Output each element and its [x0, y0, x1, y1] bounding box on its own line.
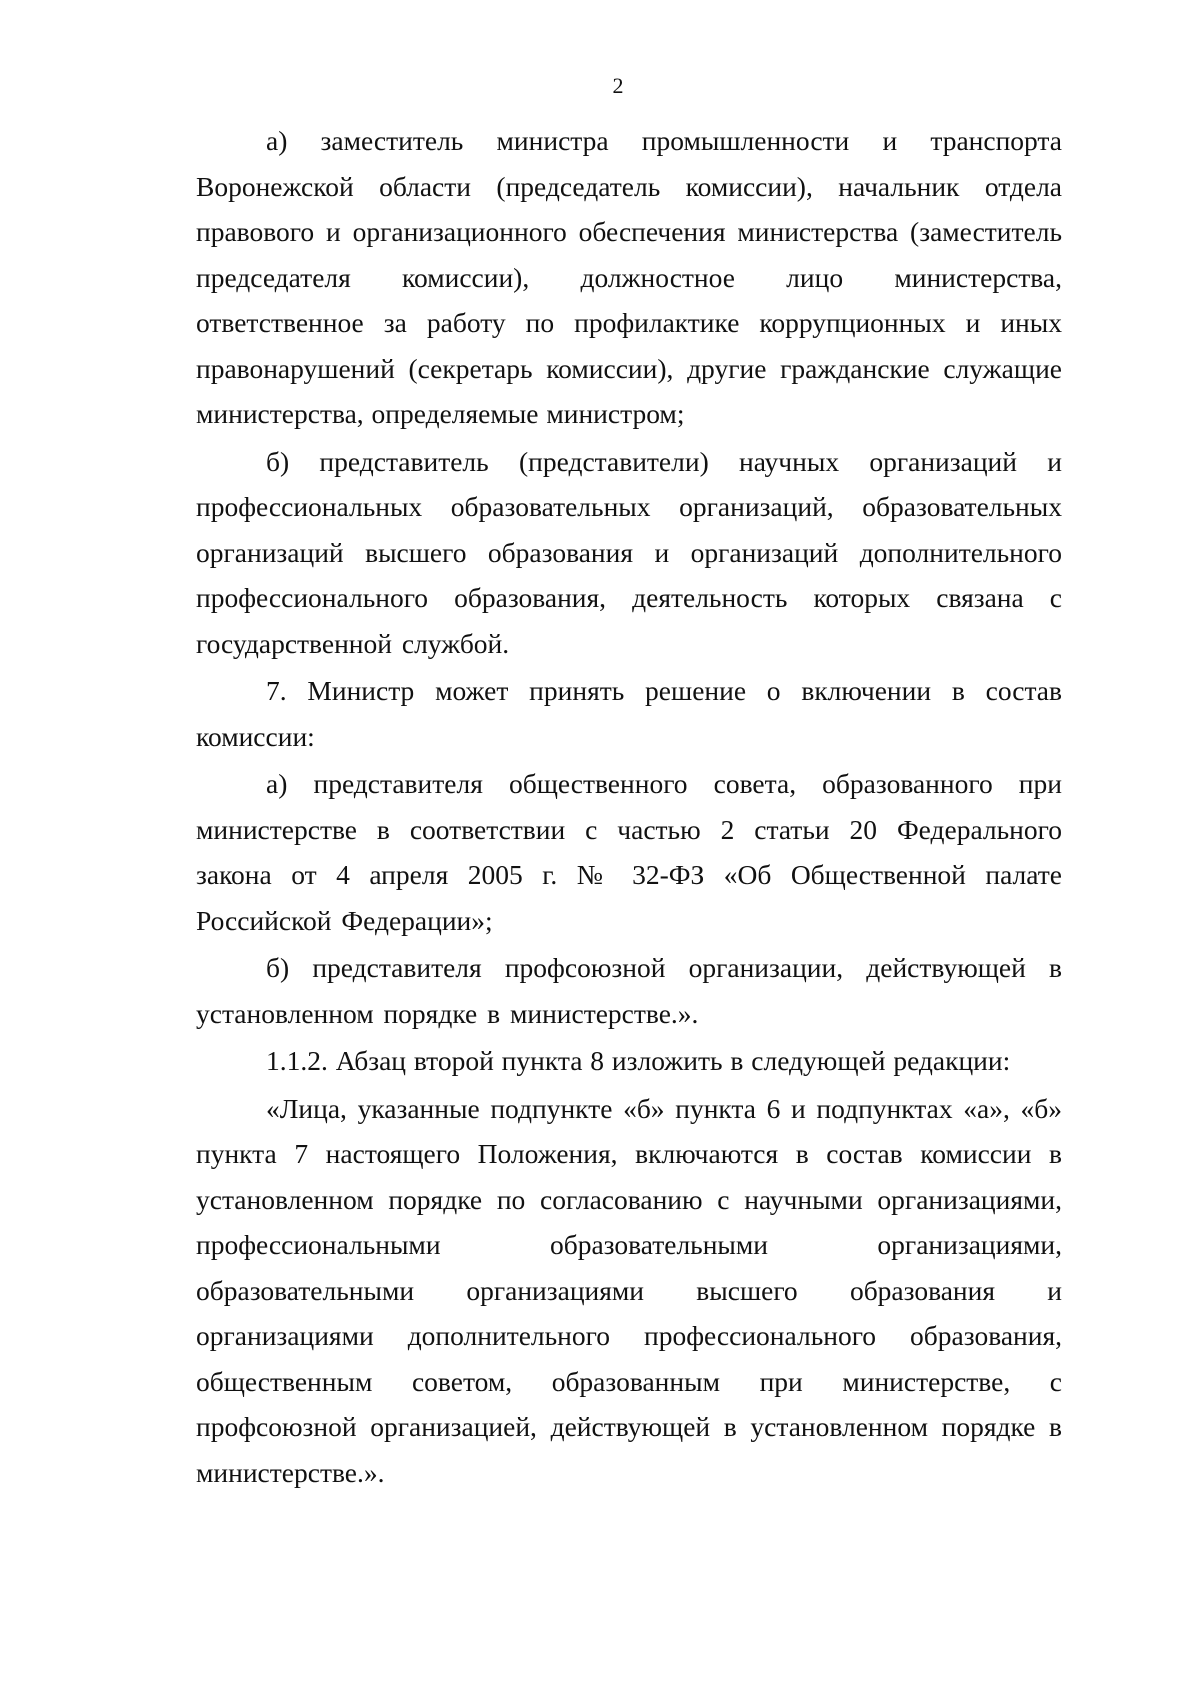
- paragraph-6b-scientific-representatives: б) представитель (представители) научных организаций и профессиональных образовательных организаций, образовательных организаций высшего образования и организаций дополнительного профессионального образования, деятельность которых связана с государственной службой.: [196, 445, 1062, 659]
- page-number: 2: [612, 73, 624, 98]
- document-body: [196, 118, 1062, 1497]
- paragraph-1-1-2-amendment: 1.1.2. Абзац второй пункта 8 изложить в следующей редакции:: [266, 1045, 1011, 1076]
- paragraph-6a-commission-members: а) заместитель министра промышленности и транспорта Воронежской области (председатель комиссии), начальник отдела правового и организационного обеспечения министерства (заместитель председателя комиссии), должностное лицо министерства, ответственное за работу по профилактике коррупционных и иных правонарушений (секретарь комиссии), другие гражданские служащие министерства, определяемые министром;: [196, 125, 1062, 429]
- paragraph-7-minister-decision: 7. Министр может принять решение о включении в состав комиссии:: [196, 675, 1062, 752]
- paragraph-new-wording-item-8: «Лица, указанные подпункте «б» пункта 6 и подпунктах «а», «б» пункта 7 настоящего Положения, включаются в состав комиссии в установленном порядке по согласованию с научными организациями, профессиональными образовательными организациями, образовательными организациями высшего образования и организациями дополнительного профессионального образования, общественным советом, образованным при министерстве, с профсоюзной организацией, действующей в установленном порядке в министерстве.».: [196, 1092, 1062, 1488]
- paragraph-7a-public-council: а) представителя общественного совета, образованного при министерстве в соответствии с частью 2 статьи 20 Федерального закона от 4 апреля 2005 г. № 32-ФЗ «Об Общественной палате Российской Федерации»;: [196, 768, 1062, 936]
- paragraph-7b-trade-union: б) представителя профсоюзной организации, действующей в установленном порядке в министерстве.».: [196, 952, 1062, 1029]
